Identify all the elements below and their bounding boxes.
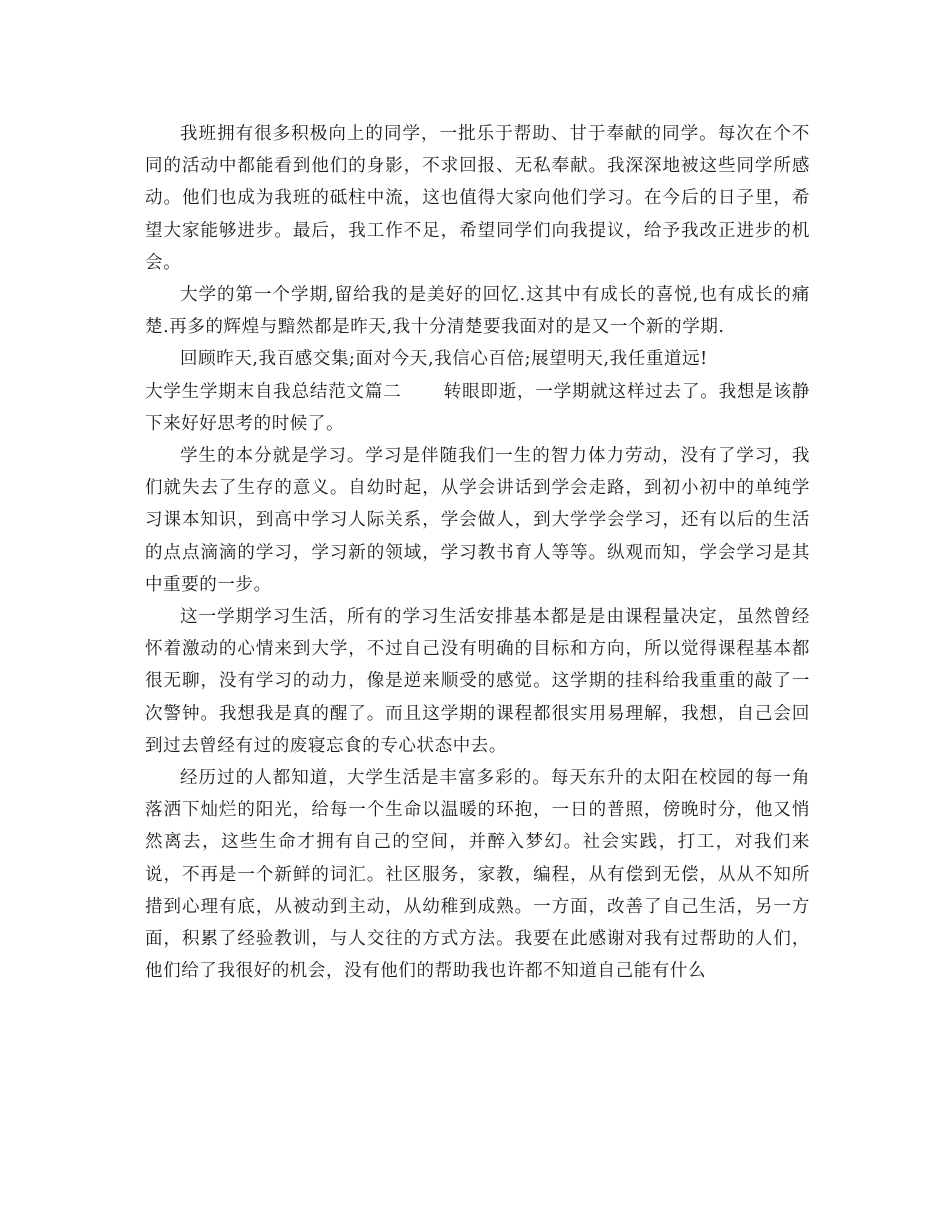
paragraph: 回顾昨天,我百感交集;面对今天,我信心百倍;展望明天,我任重道远! xyxy=(180,349,708,370)
paragraph: 大学的第一个学期,留给我的是美好的回忆.这其中有成长的喜悦,也有成长的痛楚.再多的辉煌与黯然都是昨天,我十分清楚要我面对的是又一个新的学期. xyxy=(145,285,810,338)
paragraph: 这一学期学习生活，所有的学习生活安排基本都是是由课程量决定，虽然曾经怀着激动的心情来到大学，不过自己没有明确的目标和方向，所以觉得课程基本都很无聊，没有学习的动力，像是逆来顺受的感觉。这学期的挂科给我重重的敲了一次警钟。我想我是真的醒了。而且这学期的课程都很实用易理解，我想，自己会回到过去曾经有过的废寝忘食的专心状态中去。 xyxy=(145,607,810,756)
section-title: 大学生学期末自我总结范文篇二 xyxy=(145,381,402,402)
section-heading-line xyxy=(145,376,810,440)
section-lead-text: 转眼即逝，一学期就这样过去了。我想是该静下来好好思考的时候了。 xyxy=(145,381,810,434)
paragraph: 我班拥有很多积极向上的同学，一批乐于帮助、甘于奉献的同学。每次在个不同的活动中都能看到他们的身影，不求回报、无私奉献。我深深地被这些同学所感动。他们也成为我班的砥柱中流，这也值得大家向他们学习。在今后的日子里，希望大家能够进步。最后，我工作不足，希望同学们向我提议，给予我改正进步的机会。 xyxy=(145,124,810,273)
paragraph: 经历过的人都知道，大学生活是丰富多彩的。每天东升的太阳在校园的每一角落洒下灿烂的阳光，给每一个生命以温暖的环抱，一日的普照，傍晚时分，他又悄然离去，这些生命才拥有自己的空间，并醉入梦幻。社会实践，打工，对我们来说，不再是一个新鲜的词汇。社区服务，家教，编程，从有偿到无偿，从从不知所措到心理有底，从被动到主动，从幼稚到成熟。一方面，改善了自己生活，另一方面，积累了经验教训，与人交往的方式方法。我要在此感谢对我有过帮助的人们，他们给了我很好的机会，没有他们的帮助我也许都不知道自己能有什么 xyxy=(145,768,810,982)
document-body xyxy=(145,118,810,987)
paragraph: 学生的本分就是学习。学习是伴随我们一生的智力体力劳动，没有了学习，我们就失去了生存的意义。自幼时起，从学会讲话到学会走路，到初小初中的单纯学习课本知识，到高中学习人际关系，学会做人，到大学学会学习，还有以后的生活的点点滴滴的学习，学习新的领域，学习教书育人等等。纵观而知，学会学习是其中重要的一步。 xyxy=(145,446,810,595)
